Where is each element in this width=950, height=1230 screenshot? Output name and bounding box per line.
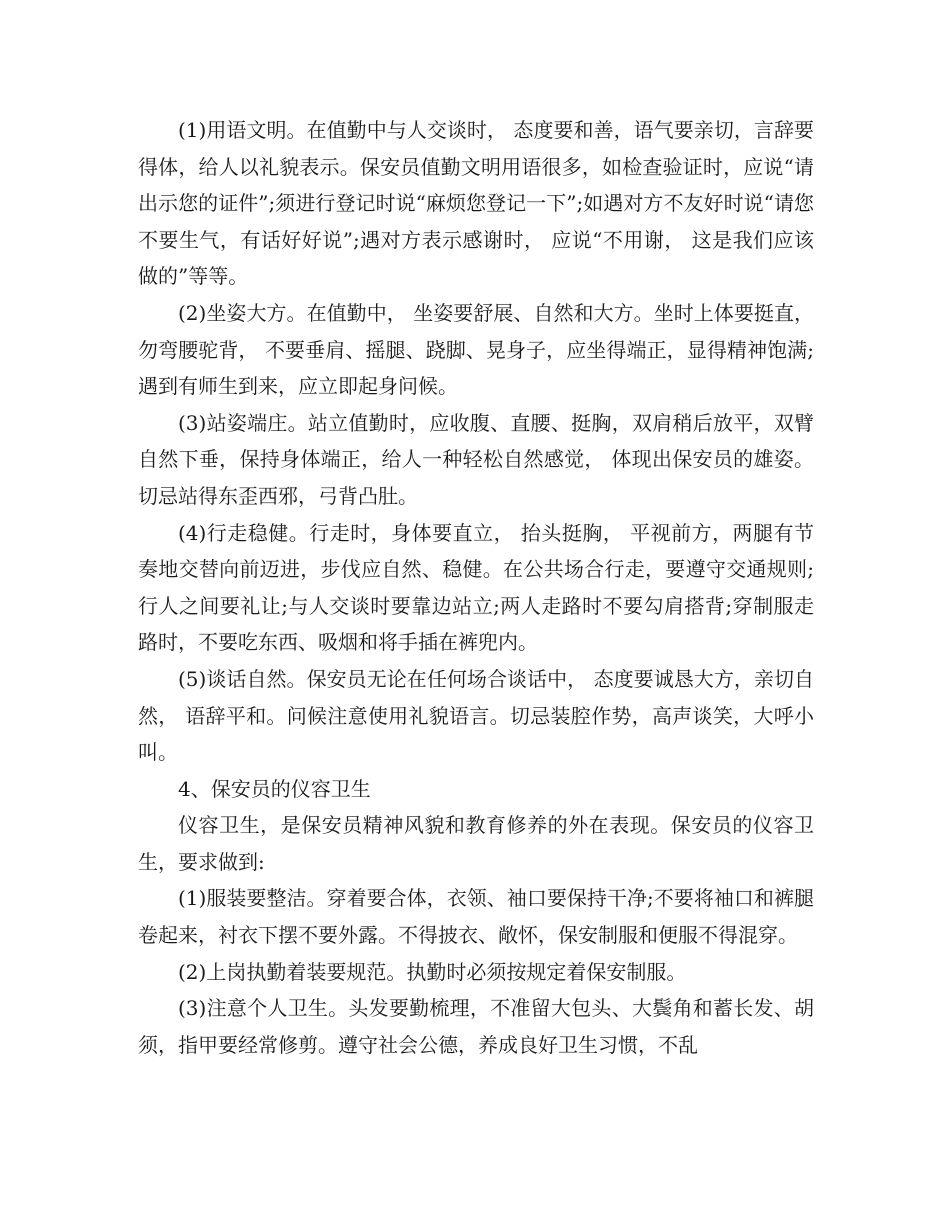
document-page — [138, 112, 821, 1063]
paragraph-uniform: (2)上岗执勤着装要规范。执勤时必须按规定着保安制服。 — [178, 959, 687, 984]
section-heading-appearance-hygiene: 4、保安员的仪容卫生 — [178, 776, 371, 801]
paragraph-walking: (4)行走稳健。行走时，身体要直立， 抬头挺胸， 平视前方，两腿有节奏地交替向前迈进，步伐应自然、稳健。在公共场合行走，要遵守交通规则;行人之间要礼让;与人交谈时要靠边站立;两人走路时不要勾肩搭背;穿制服走路时，不要吃东西、吸烟和将手插在裤兜内。 — [138, 520, 814, 655]
paragraph-clothing: (1)服装要整洁。穿着要合体，衣领、袖口要保持干净;不要将袖口和裤腿卷起来，衬衣下摆不要外露。不得披衣、敞怀，保安制服和便服不得混穿。 — [138, 886, 814, 948]
paragraph-appearance-intro: 仪容卫生，是保安员精神风貌和教育修养的外在表现。保安员的仪容卫生，要求做到: — [138, 813, 814, 874]
paragraph-polite-language: (1)用语文明。在值勤中与人交谈时， 态度要和善，语气要亲切，言辞要得体，给人以礼貌表示。保安员值勤文明用语很多，如检查验证时，应说“请出示您的证件”;须进行登记时说“麻烦您登记一下”;如遇对方不友好时说“请您不要生气，有话好好说”;遇对方表示感谢时， 应说“不用谢， 这是我们应该做的”等等。 — [138, 118, 814, 289]
paragraph-sitting-posture: (2)坐姿大方。在值勤中， 坐姿要舒展、自然和大方。坐时上体要挺直， 勿弯腰驼背， 不要垂肩、摇腿、跷脚、晃身子，应坐得端正，显得精神饱满;遇到有师生到来，应立即起身问候。 — [138, 300, 821, 399]
paragraph-personal-hygiene: (3)注意个人卫生。头发要勤梳理，不准留大包头、大鬓角和蓄长发、胡须，指甲要经常修剪。遵守社会公德，养成良好卫生习惯，不乱 — [138, 996, 814, 1057]
paragraph-speaking: (5)谈话自然。保安员无论在任何场合谈话中， 态度要诚恳大方，亲切自然， 语辞平和。问候注意使用礼貌语言。切忌装腔作势，高声谈笑，大呼小叫。 — [138, 666, 814, 765]
paragraph-standing-posture: (3)站姿端庄。站立值勤时，应收腹、直腰、挺胸，双肩稍后放平，双臂自然下垂，保持身体端正，给人一种轻松自然感觉， 体现出保安员的雄姿。切忌站得东歪西邪，弓背凸肚。 — [138, 410, 814, 508]
